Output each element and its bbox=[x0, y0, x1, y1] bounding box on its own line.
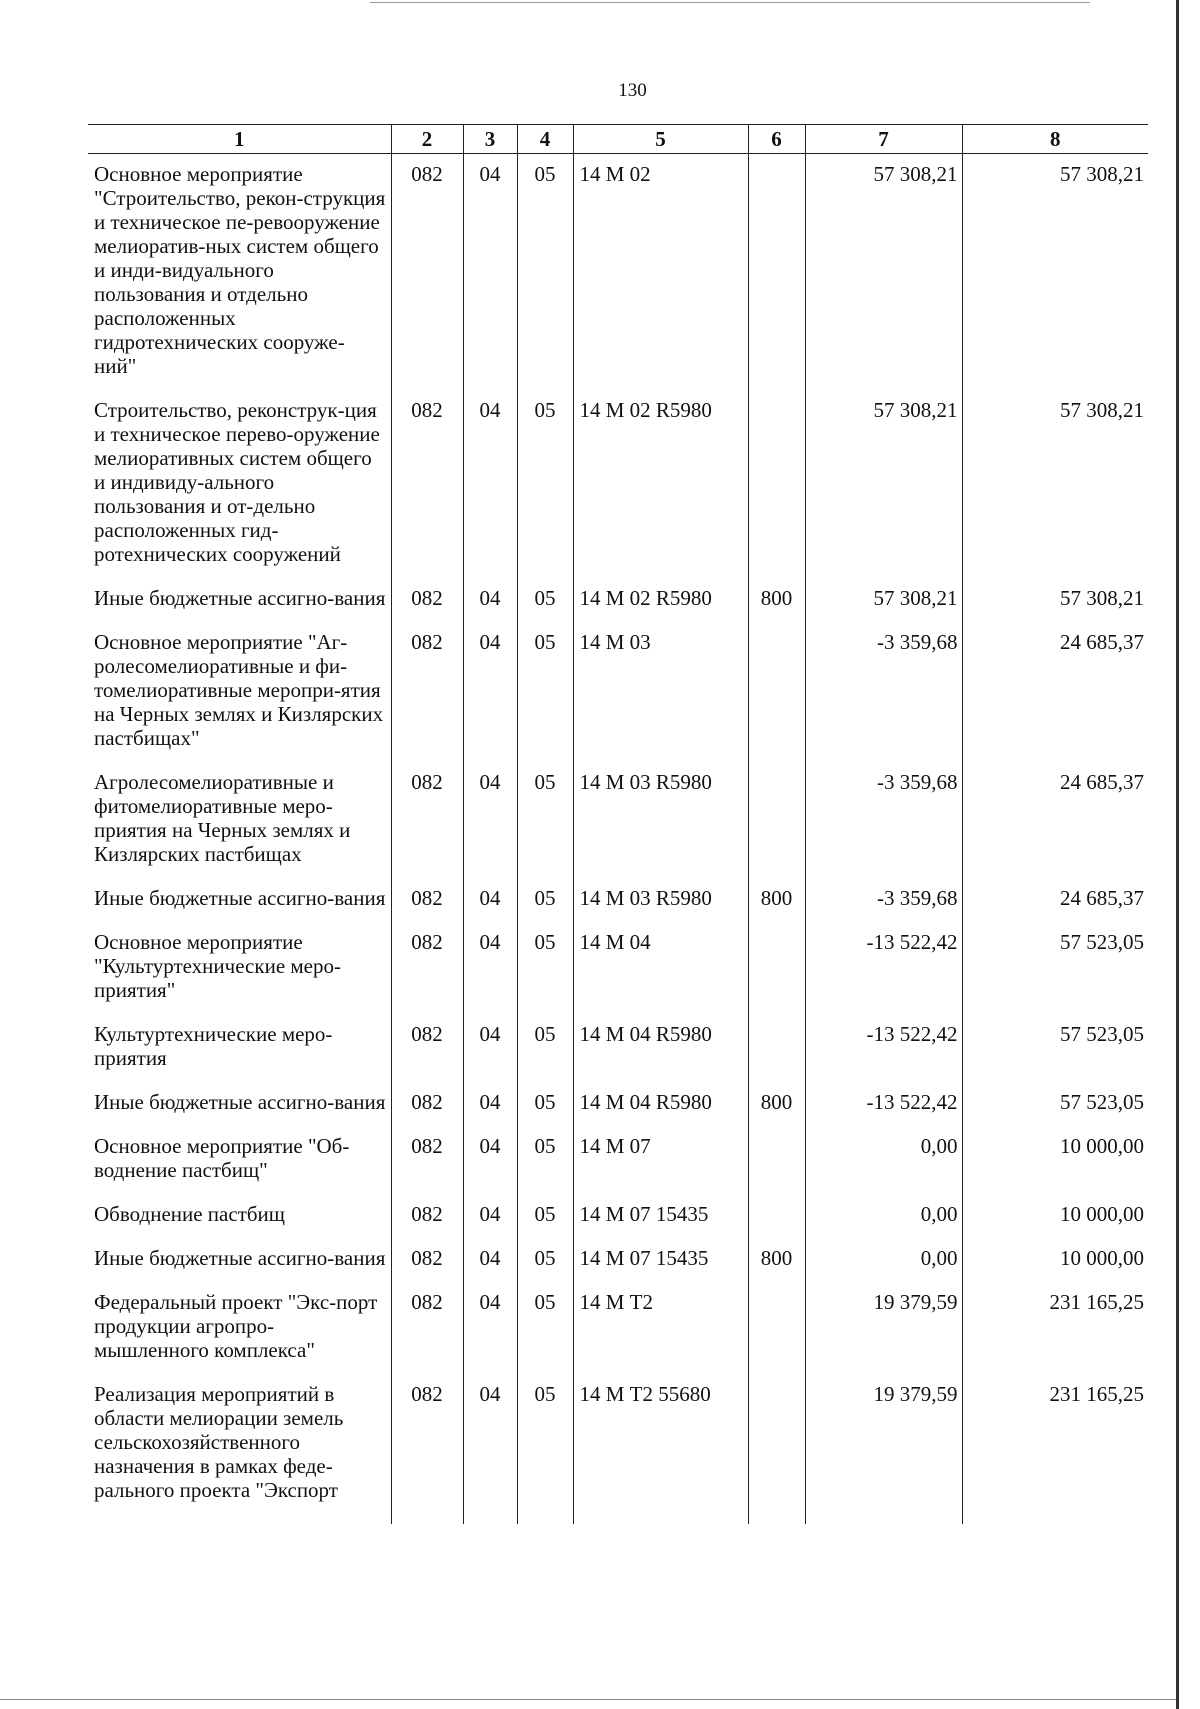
cell-expense-type bbox=[748, 1374, 805, 1524]
cell-target-article: 14 М 02 R5980 bbox=[573, 578, 748, 622]
table-body bbox=[88, 154, 1148, 1525]
cell-ministry-code: 082 bbox=[391, 1194, 463, 1238]
cell-name: Иные бюджетные ассигно-вания bbox=[94, 886, 386, 910]
cell-name: Федеральный проект "Экс-порт продукции агропро-мышленного комплекса" bbox=[94, 1290, 378, 1362]
cell-change-amount: 57 308,21 bbox=[805, 390, 962, 578]
cell-section: 04 bbox=[463, 1014, 517, 1082]
cell-ministry-code: 082 bbox=[391, 1082, 463, 1126]
scan-edge-top bbox=[370, 2, 1090, 3]
cell-change-amount: 57 308,21 bbox=[805, 578, 962, 622]
cell-target-article: 14 М 02 bbox=[573, 154, 748, 391]
cell-expense-type bbox=[748, 390, 805, 578]
cell-total-amount: 231 165,25 bbox=[962, 1374, 1148, 1524]
cell-expense-type: 800 bbox=[748, 578, 805, 622]
cell-section: 04 bbox=[463, 1126, 517, 1194]
cell-subsection: 05 bbox=[517, 390, 573, 578]
table-row bbox=[88, 390, 1148, 578]
cell-change-amount: 19 379,59 bbox=[805, 1374, 962, 1524]
cell-ministry-code: 082 bbox=[391, 1238, 463, 1282]
table-row bbox=[88, 622, 1148, 762]
cell-ministry-code: 082 bbox=[391, 1282, 463, 1374]
cell-change-amount: 0,00 bbox=[805, 1126, 962, 1194]
cell-total-amount: 57 308,21 bbox=[962, 578, 1148, 622]
cell-section: 04 bbox=[463, 1194, 517, 1238]
table-row bbox=[88, 922, 1148, 1014]
header-col-3: 3 bbox=[463, 125, 517, 154]
header-col-6: 6 bbox=[748, 125, 805, 154]
cell-change-amount: -3 359,68 bbox=[805, 762, 962, 878]
cell-name: Иные бюджетные ассигно-вания bbox=[94, 586, 386, 610]
table-row bbox=[88, 878, 1148, 922]
cell-change-amount: 19 379,59 bbox=[805, 1282, 962, 1374]
cell-name: Агролесомелиоративные и фитомелиоративные меро-приятия на Черных землях и Кизлярских пастбищах bbox=[94, 770, 351, 866]
cell-target-article: 14 М 03 R5980 bbox=[573, 762, 748, 878]
cell-subsection: 05 bbox=[517, 578, 573, 622]
cell-name: Обводнение пастбищ bbox=[94, 1202, 285, 1226]
cell-total-amount: 57 308,21 bbox=[962, 154, 1148, 391]
cell-ministry-code: 082 bbox=[391, 762, 463, 878]
cell-expense-type bbox=[748, 1126, 805, 1194]
cell-expense-type bbox=[748, 154, 805, 391]
cell-total-amount: 231 165,25 bbox=[962, 1282, 1148, 1374]
cell-section: 04 bbox=[463, 622, 517, 762]
cell-change-amount: 0,00 bbox=[805, 1194, 962, 1238]
cell-target-article: 14 М 02 R5980 bbox=[573, 390, 748, 578]
cell-expense-type: 800 bbox=[748, 1238, 805, 1282]
cell-name: Строительство, реконструк-ция и техническое перево-оружение мелиоративных систем общего и индивиду-ального пользования и от-дельно расположенных гид-ротехнических сооружений bbox=[94, 398, 380, 566]
cell-change-amount: 57 308,21 bbox=[805, 154, 962, 391]
cell-change-amount: -3 359,68 bbox=[805, 622, 962, 762]
cell-expense-type bbox=[748, 1014, 805, 1082]
cell-subsection: 05 bbox=[517, 1014, 573, 1082]
header-row bbox=[88, 125, 1148, 154]
cell-section: 04 bbox=[463, 1282, 517, 1374]
header-col-8: 8 bbox=[962, 125, 1148, 154]
cell-subsection: 05 bbox=[517, 1126, 573, 1194]
cell-target-article: 14 М 07 bbox=[573, 1126, 748, 1194]
cell-subsection: 05 bbox=[517, 1194, 573, 1238]
cell-total-amount: 10 000,00 bbox=[962, 1126, 1148, 1194]
cell-subsection: 05 bbox=[517, 154, 573, 391]
cell-name: Основное мероприятие "Аг-ролесомелиоративные и фи-томелиоративные меропри-ятия на Черных землях и Кизлярских пастбищах" bbox=[94, 630, 384, 750]
cell-ministry-code: 082 bbox=[391, 1014, 463, 1082]
cell-target-article: 14 М 07 15435 bbox=[573, 1194, 748, 1238]
table-row bbox=[88, 1014, 1148, 1082]
header-col-1: 1 bbox=[88, 125, 391, 154]
cell-name: Культуртехнические меро-приятия bbox=[94, 1022, 333, 1070]
cell-expense-type bbox=[748, 922, 805, 1014]
cell-subsection: 05 bbox=[517, 1238, 573, 1282]
cell-section: 04 bbox=[463, 1082, 517, 1126]
cell-section: 04 bbox=[463, 154, 517, 391]
cell-subsection: 05 bbox=[517, 1282, 573, 1374]
cell-name: Основное мероприятие "Строительство, рекон-струкция и техническое пе-ревооружение мелиоратив-ных систем общего и инди-видуального пользования и отдельно расположенных гидротехнических сооруже-ний" bbox=[94, 162, 386, 378]
table-row bbox=[88, 1194, 1148, 1238]
cell-subsection: 05 bbox=[517, 622, 573, 762]
header-col-7: 7 bbox=[805, 125, 962, 154]
cell-subsection: 05 bbox=[517, 1082, 573, 1126]
cell-target-article: 14 М 04 R5980 bbox=[573, 1082, 748, 1126]
cell-total-amount: 57 523,05 bbox=[962, 922, 1148, 1014]
cell-section: 04 bbox=[463, 1374, 517, 1524]
cell-section: 04 bbox=[463, 762, 517, 878]
cell-total-amount: 24 685,37 bbox=[962, 622, 1148, 762]
cell-expense-type bbox=[748, 622, 805, 762]
table-row bbox=[88, 578, 1148, 622]
cell-subsection: 05 bbox=[517, 922, 573, 1014]
cell-expense-type: 800 bbox=[748, 878, 805, 922]
cell-ministry-code: 082 bbox=[391, 578, 463, 622]
table-row bbox=[88, 1374, 1148, 1524]
cell-ministry-code: 082 bbox=[391, 878, 463, 922]
cell-total-amount: 24 685,37 bbox=[962, 762, 1148, 878]
cell-change-amount: -3 359,68 bbox=[805, 878, 962, 922]
cell-expense-type: 800 bbox=[748, 1082, 805, 1126]
cell-section: 04 bbox=[463, 878, 517, 922]
header-col-4: 4 bbox=[517, 125, 573, 154]
cell-change-amount: -13 522,42 bbox=[805, 1014, 962, 1082]
cell-change-amount: -13 522,42 bbox=[805, 1082, 962, 1126]
cell-target-article: 14 М 07 15435 bbox=[573, 1238, 748, 1282]
cell-section: 04 bbox=[463, 390, 517, 578]
page-number: 130 bbox=[618, 80, 647, 101]
scan-edge-right bbox=[1176, 0, 1179, 1709]
cell-target-article: 14 М 03 R5980 bbox=[573, 878, 748, 922]
cell-name: Реализация мероприятий в области мелиорации земель сельскохозяйственного назначения в рамках феде-рального проекта "Экспорт bbox=[94, 1382, 344, 1502]
cell-total-amount: 24 685,37 bbox=[962, 878, 1148, 922]
cell-name: Основное мероприятие "Об-воднение пастбищ" bbox=[94, 1134, 350, 1182]
header-col-2: 2 bbox=[391, 125, 463, 154]
cell-section: 04 bbox=[463, 1238, 517, 1282]
cell-target-article: 14 М T2 55680 bbox=[573, 1374, 748, 1524]
cell-name: Иные бюджетные ассигно-вания bbox=[94, 1090, 386, 1114]
table-row bbox=[88, 1282, 1148, 1374]
cell-ministry-code: 082 bbox=[391, 922, 463, 1014]
cell-subsection: 05 bbox=[517, 1374, 573, 1524]
cell-subsection: 05 bbox=[517, 878, 573, 922]
cell-total-amount: 57 308,21 bbox=[962, 390, 1148, 578]
scan-edge-bottom bbox=[0, 1699, 1176, 1700]
cell-name: Основное мероприятие "Культуртехнические меро-приятия" bbox=[94, 930, 341, 1002]
cell-target-article: 14 М 03 bbox=[573, 622, 748, 762]
cell-total-amount: 10 000,00 bbox=[962, 1238, 1148, 1282]
table-row bbox=[88, 154, 1148, 391]
cell-expense-type bbox=[748, 762, 805, 878]
table-row bbox=[88, 1126, 1148, 1194]
cell-expense-type bbox=[748, 1194, 805, 1238]
cell-total-amount: 10 000,00 bbox=[962, 1194, 1148, 1238]
cell-change-amount: 0,00 bbox=[805, 1238, 962, 1282]
cell-ministry-code: 082 bbox=[391, 390, 463, 578]
table-row bbox=[88, 762, 1148, 878]
table-row bbox=[88, 1082, 1148, 1126]
cell-target-article: 14 М T2 bbox=[573, 1282, 748, 1374]
budget-table bbox=[88, 124, 1148, 1524]
cell-section: 04 bbox=[463, 922, 517, 1014]
cell-ministry-code: 082 bbox=[391, 1374, 463, 1524]
table-header bbox=[88, 125, 1148, 154]
cell-section: 04 bbox=[463, 578, 517, 622]
cell-ministry-code: 082 bbox=[391, 622, 463, 762]
cell-ministry-code: 082 bbox=[391, 154, 463, 391]
cell-target-article: 14 М 04 R5980 bbox=[573, 1014, 748, 1082]
cell-name: Иные бюджетные ассигно-вания bbox=[94, 1246, 386, 1270]
cell-expense-type bbox=[748, 1282, 805, 1374]
cell-ministry-code: 082 bbox=[391, 1126, 463, 1194]
cell-total-amount: 57 523,05 bbox=[962, 1014, 1148, 1082]
cell-change-amount: -13 522,42 bbox=[805, 922, 962, 1014]
cell-subsection: 05 bbox=[517, 762, 573, 878]
table-row bbox=[88, 1238, 1148, 1282]
header-col-5: 5 bbox=[573, 125, 748, 154]
cell-total-amount: 57 523,05 bbox=[962, 1082, 1148, 1126]
cell-target-article: 14 М 04 bbox=[573, 922, 748, 1014]
